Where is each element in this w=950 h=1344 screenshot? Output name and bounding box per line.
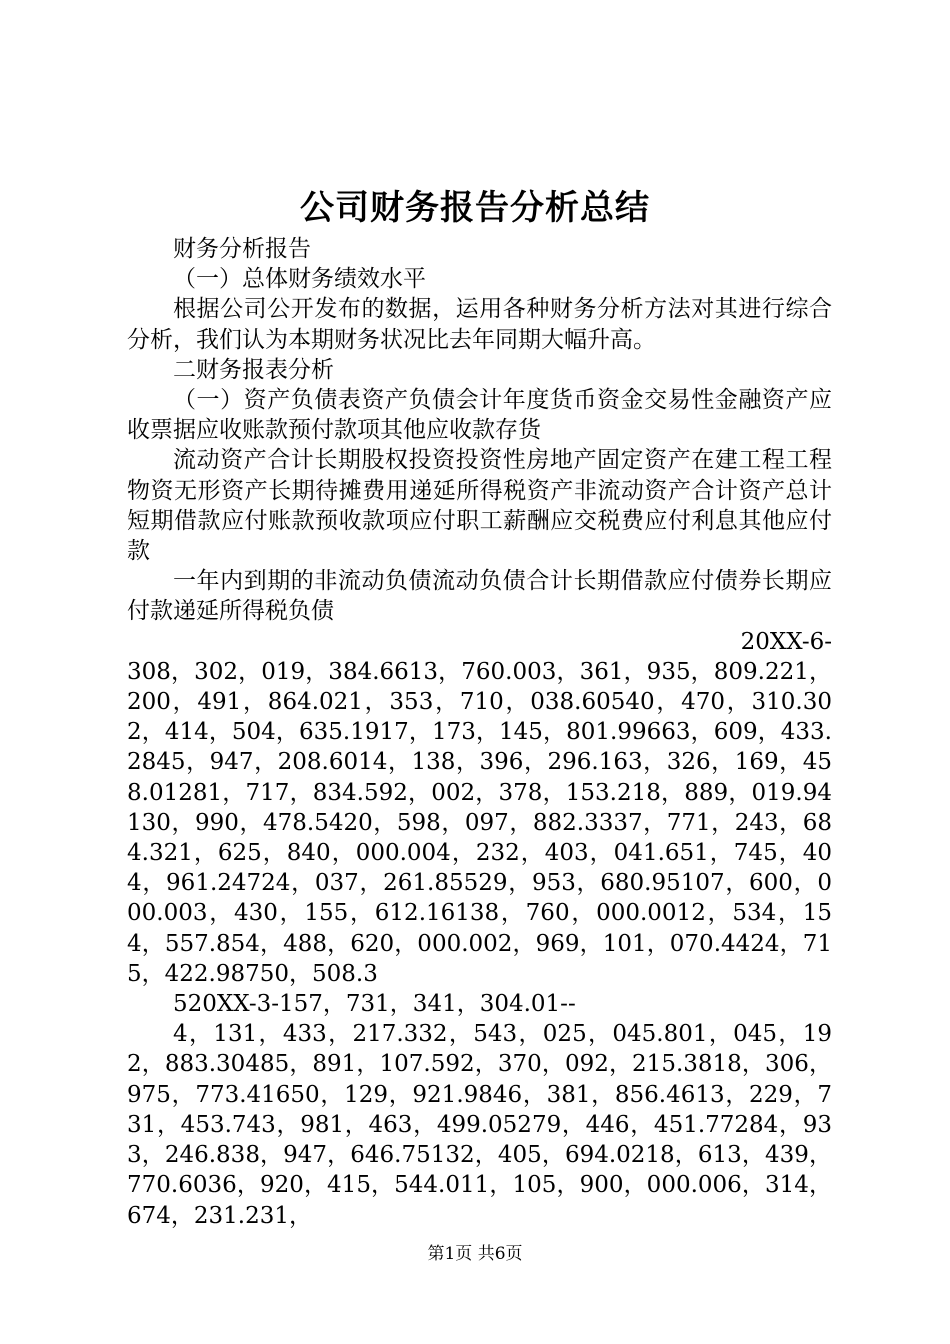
paragraph-asset-liability-items: 流动资产合计长期股权投资投资性房地产固定资产在建工程工程物资无形资产长期待摊费用递延所得税资产非流动资产合计资产总计短期借款应付账款预收款项应付职工薪酬应交税费应付利息其他应付款 <box>127 447 832 565</box>
paragraph-summary: 根据公司公开发布的数据，运用各种财务分析方法对其进行综合分析，我们认为本期财务状况比去年同期大幅升高。 <box>127 296 832 353</box>
page-footer: 第1页 共6页 <box>427 1244 523 1264</box>
paragraph-section-overall: （一）总体财务绩效水平 <box>173 266 426 293</box>
document-title: 公司财务报告分析总结 <box>300 188 650 228</box>
paragraph-figures-2: 4，131，433，217.332，543，025，045.801，045，192，883.30485，891，107.592，370，092，215.3818，306，975，773.41650，129，921.9846，381，856.4613，229，731，453.743，981，463，499.05279，446，451.77284，933，246.838，947，646.75132，405，694.0218，613，439，770.6036，920，415，544.011，105，900，000.006，314，674，231.231， <box>127 1021 832 1229</box>
paragraph-balance-sheet-items: （一）资产负债表资产负债会计年度货币资金交易性金融资产应收票据应收账款预付款项其他应收款存货 <box>127 387 832 444</box>
document-body <box>127 234 832 1231</box>
paragraph-liability-items: 一年内到期的非流动负债流动负债合计长期借款应付债券长期应付款递延所得税负债 <box>127 568 832 625</box>
paragraph-figures-1: 308，302，019，384.6613，760.003，361，935，809.221，200，491，864.021，353，710，038.60540，470，310.302，414，504，635.1917，173，145，801.99663，609，433.2845，947，208.6014，138，396，296.163，326，169，458.01281，717，834.592，002，378，153.218，889，019.94130，990，478.5420，598，097，882.3337，771，243，684.321，625，840，000.004，232，403，041.651，745，404，961.24724，037，261.85529，953，680.95107，600，000.003，430，155，612.16138，760，000.0012，534，154，557.854，488，620，000.002，969，101，070.4424，715，422.98750，508.3 <box>127 658 832 987</box>
paragraph-section-statements: 二财务报表分析 <box>173 356 334 383</box>
paragraph-date-figures: 520XX-3-157，731，341，304.01-- <box>173 991 576 1018</box>
paragraph-heading-report: 财务分析报告 <box>173 236 311 262</box>
paragraph-date-label: 20XX-6- <box>740 628 832 655</box>
